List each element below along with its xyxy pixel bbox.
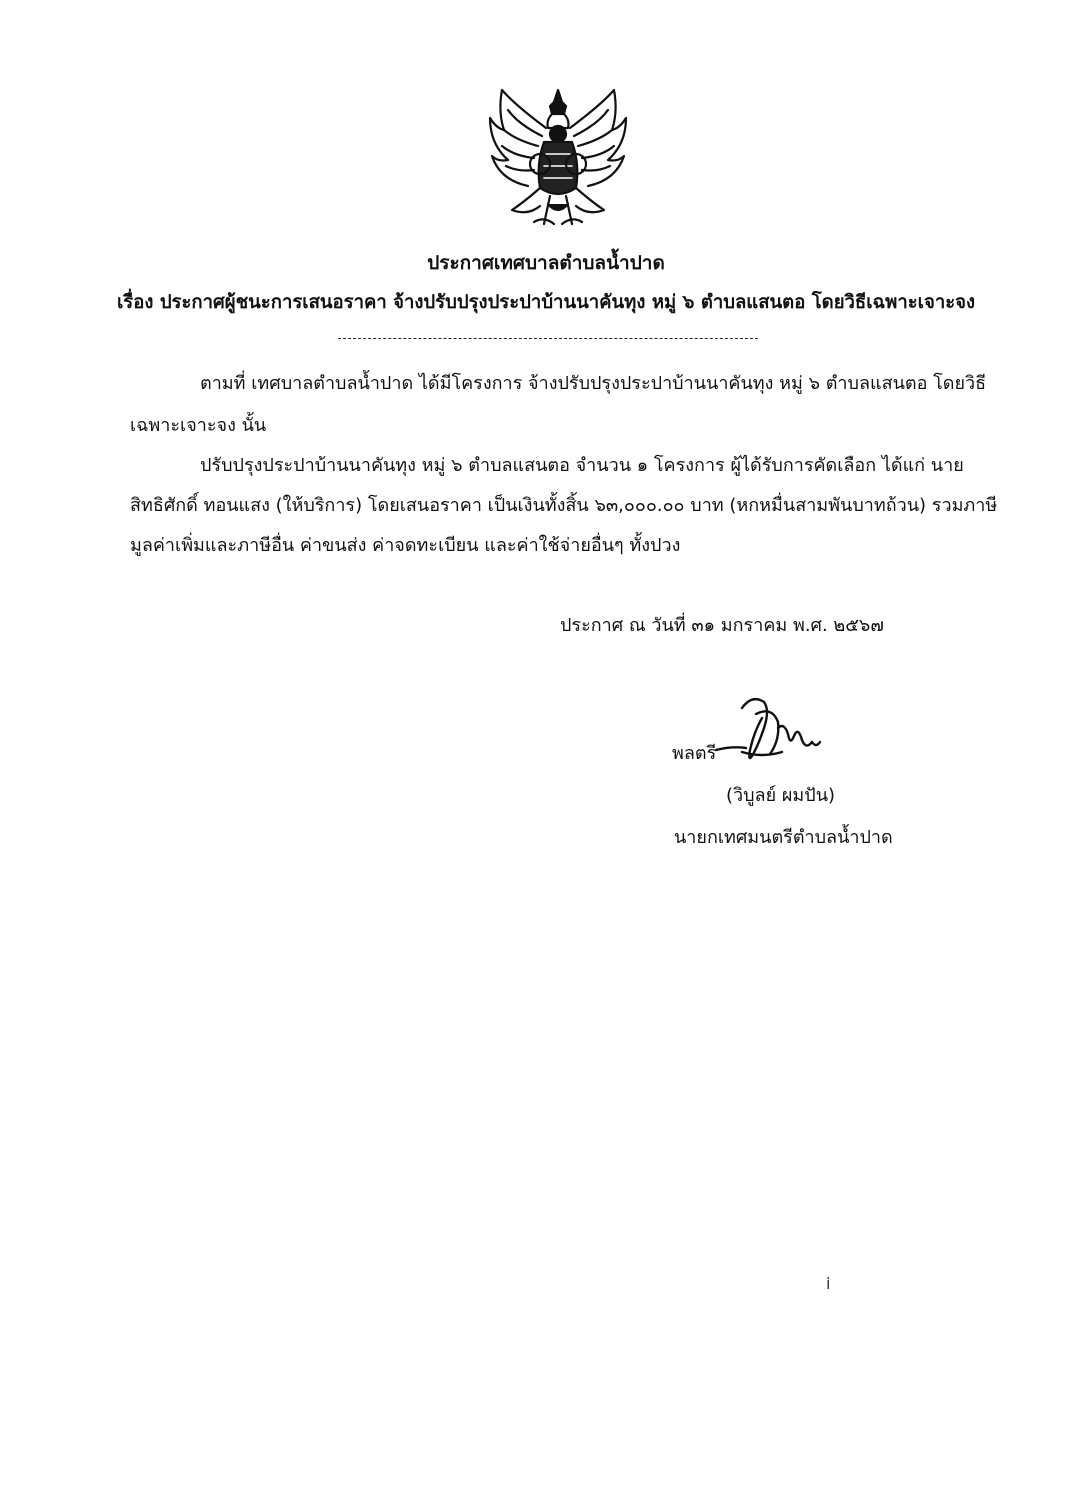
document-title: ประกาศเทศบาลตำบลน้ำปาด: [427, 252, 665, 274]
announcement-date: ประกาศ ณ วันที่ ๓๑ มกราคม พ.ศ. ๒๕๖๗: [560, 615, 884, 636]
handwritten-signature: [712, 688, 852, 778]
paragraph-2-line-1: ปรับปรุงประปาบ้านนาคันทุง หมู่ ๖ ตำบลแสนตอ จำนวน ๑ โครงการ ผู้ได้รับการคัดเลือก ได้แก่ นาย: [200, 455, 964, 476]
signatory-rank: พลตรี: [672, 743, 717, 764]
paragraph-2-line-3: มูลค่าเพิ่มและภาษีอื่น ค่าขนส่ง ค่าจดทะเบียน และค่าใช้จ่ายอื่นๆ ทั้งปวง: [130, 535, 681, 556]
garuda-emblem-icon: [484, 84, 632, 234]
stray-mark: i: [826, 1274, 831, 1293]
signatory-name: (วิบูลย์ ผมปัน): [726, 785, 836, 806]
paragraph-1-line-1: ตามที่ เทศบาลตำบลน้ำปาด ได้มีโครงการ จ้างปรับปรุงประปาบ้านนาคันทุง หมู่ ๖ ตำบลแสนตอ โดยวิธี: [200, 373, 987, 394]
signatory-position: นายกเทศมนตรีตำบลน้ำปาด: [674, 827, 893, 848]
document-subject: เรื่อง ประกาศผู้ชนะการเสนอราคา จ้างปรับปรุงประปาบ้านนาคันทุง หมู่ ๖ ตำบลแสนตอ โดยวิธีเฉพาะเจาะจง: [116, 292, 976, 313]
separator-line: [338, 338, 758, 339]
paragraph-2-line-2: สิทธิศักดิ์ ทอนแสง (ให้บริการ) โดยเสนอราคา เป็นเงินทั้งสิ้น ๖๓,๐๐๐.๐๐ บาท (หกหมื่นสามพันบาทถ้วน) รวมภาษี: [130, 495, 998, 516]
paragraph-1-line-2: เฉพาะเจาะจง นั้น: [130, 415, 267, 436]
